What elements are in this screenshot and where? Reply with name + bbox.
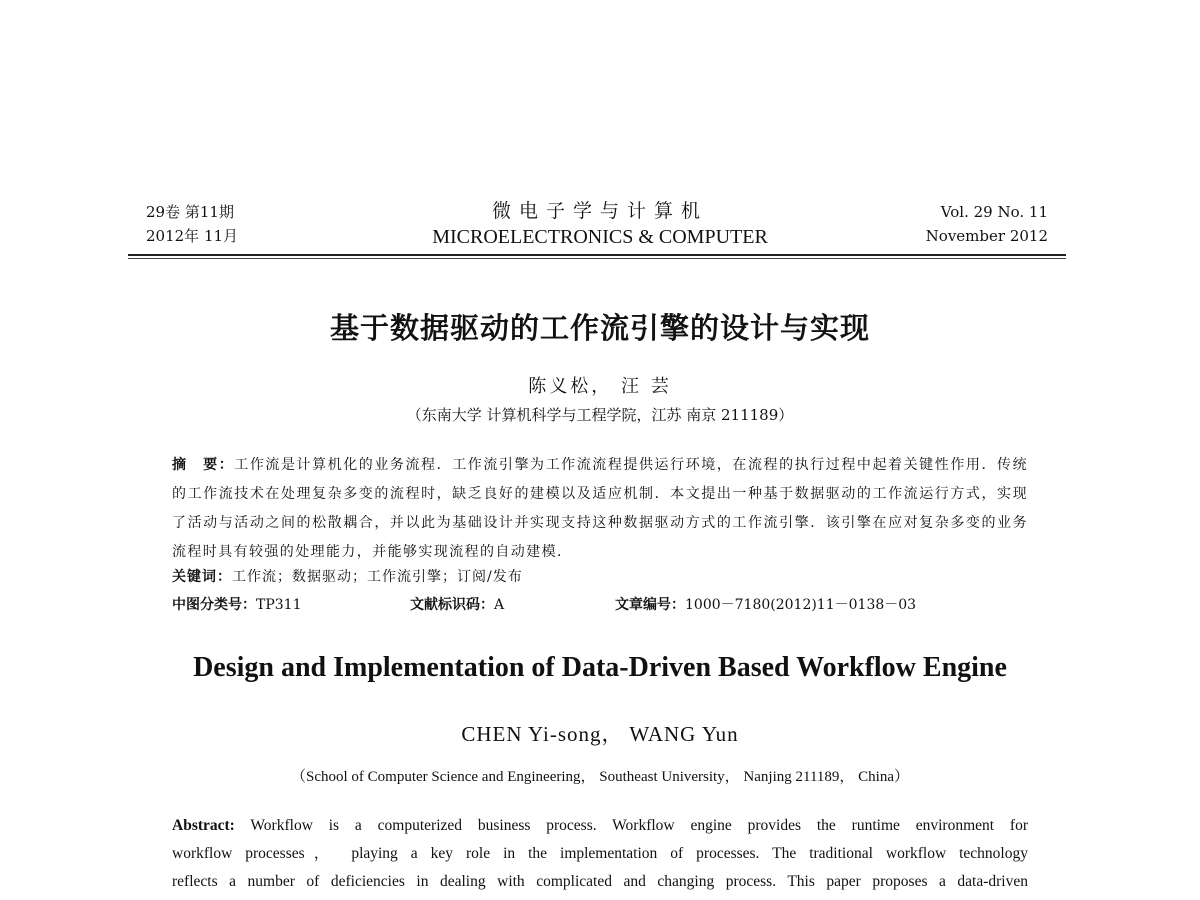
journal-title-en: MICROELECTRONICS & COMPUTER: [432, 226, 768, 248]
article-number: [615, 593, 916, 617]
abstract-cn: [172, 451, 1028, 567]
abstract-en-line-1: Workflow is a computerized business process. Workflow engine provides the runtime environment for: [250, 817, 1028, 834]
clc-number: [172, 593, 301, 617]
doc-code-label: 文献标识码：: [410, 597, 494, 613]
authors-cn: 陈义松， 汪 芸: [528, 376, 672, 397]
paper-title-cn: 基于数据驱动的工作流引擎的设计与实现: [329, 311, 870, 345]
abstract-en-line-3: reflects a number of deficiencies in dealing with complicated and changing process. This paper proposes a data-driven: [172, 873, 1028, 890]
header-rule-thin: [128, 258, 1066, 259]
abstract-en-line: [172, 812, 1028, 840]
keywords-cn: [172, 565, 1028, 589]
journal-title-cn: 微电子学与计算机: [491, 200, 708, 222]
header-date-en: November 2012: [925, 227, 1048, 245]
header-rule-thick: [128, 254, 1066, 256]
doc-code-value: A: [494, 597, 505, 613]
article-number-value: 1000－7180(2012)11－0138－03: [685, 597, 917, 613]
article-number-label: 文章编号：: [615, 597, 685, 613]
abstract-cn-label: 摘 要：: [172, 457, 235, 473]
clc-value: TP311: [256, 597, 302, 613]
keywords-cn-text: 工作流；数据驱动；工作流引擎；订阅/发布: [232, 569, 523, 585]
paper-title-en: Design and Implementation of Data-Driven Based Workflow Engine: [193, 652, 1007, 683]
abstract-en: [172, 812, 1028, 896]
abstract-cn-text: 工作流是计算机化的业务流程．工作流引擎为工作流流程提供运行环境，在流程的执行过程中起着关键性作用．传统的工作流技术在处理复杂多变的流程时，缺乏良好的建模以及适应机制．本文提出一种基于数据驱动的工作流运行方式，实现了活动与活动之间的松散耦合，并以此为基础设计并实现支持这种数据驱动方式的工作流引擎．该引擎在应对复杂多变的业务流程时具有较强的处理能力，并能够实现流程的自动建模．: [172, 457, 1028, 560]
document-code: [410, 593, 504, 617]
header-volume-cn: 29卷 第11期: [146, 203, 234, 221]
header-volume-en: Vol. 29 No. 11: [940, 203, 1048, 221]
abstract-en-line-2: workflow processes， playing a key role in the implementation of processes. The traditional workflow technology: [172, 845, 1028, 862]
authors-en: CHEN Yi-song， WANG Yun: [461, 722, 739, 746]
abstract-en-label: Abstract:: [172, 817, 235, 834]
header-date-cn: 2012年 11月: [146, 227, 239, 245]
affiliation-cn: （东南大学 计算机科学与工程学院，江苏 南京 211189）: [406, 406, 794, 424]
clc-label: 中图分类号：: [172, 597, 256, 613]
header-issue-block: [926, 200, 1048, 248]
affiliation-en: （School of Computer Science and Engineering， Southeast University， Nanjing 211189， China）: [291, 769, 909, 785]
keywords-cn-label: 关键词：: [172, 569, 232, 585]
